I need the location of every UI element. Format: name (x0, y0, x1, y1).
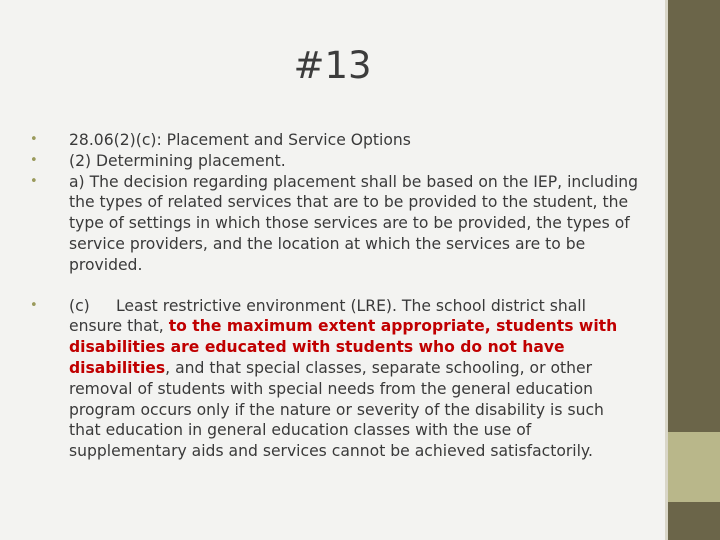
bullet-icon: • (30, 297, 38, 313)
bullet-text: (2) Determining placement. (69, 151, 286, 170)
lre-prefix: (c) (69, 296, 90, 315)
bullet-icon: • (30, 173, 38, 189)
bullet-item-lre (30, 296, 640, 462)
bullet-icon: • (30, 132, 38, 147)
lre-emphasis: to the maximum extent appropriate, students with disabilities are educated with students who do not have disabilities (69, 317, 618, 377)
bullet-item (30, 130, 640, 151)
bullet-item (30, 172, 640, 276)
lre-intro: Least restrictive environment (LRE). The school district shall ensure that, (69, 296, 586, 336)
bullet-text: a) The decision regarding placement shall be based on the IEP, including the types of related services that are to be provided to the student, the type of settings in which those services are to be provided, the types of service providers, and the location at which the services are to be provided. (69, 172, 639, 274)
bullet-icon: • (30, 152, 38, 168)
side-accent-block (668, 432, 720, 502)
lre-rest: , and that special classes, separate schooling, or other removal of students with special needs from the general education program occurs only if the nature or severity of the disability is such that education in general education classes with the use of supplementary aids and services cannot be achieved satisfactorily. (69, 358, 604, 461)
bullet-list (30, 130, 640, 462)
bullet-item (30, 151, 640, 172)
bullet-text: 28.06(2)(c): Placement and Service Options (69, 131, 411, 149)
slide-title: #13 (293, 44, 372, 87)
